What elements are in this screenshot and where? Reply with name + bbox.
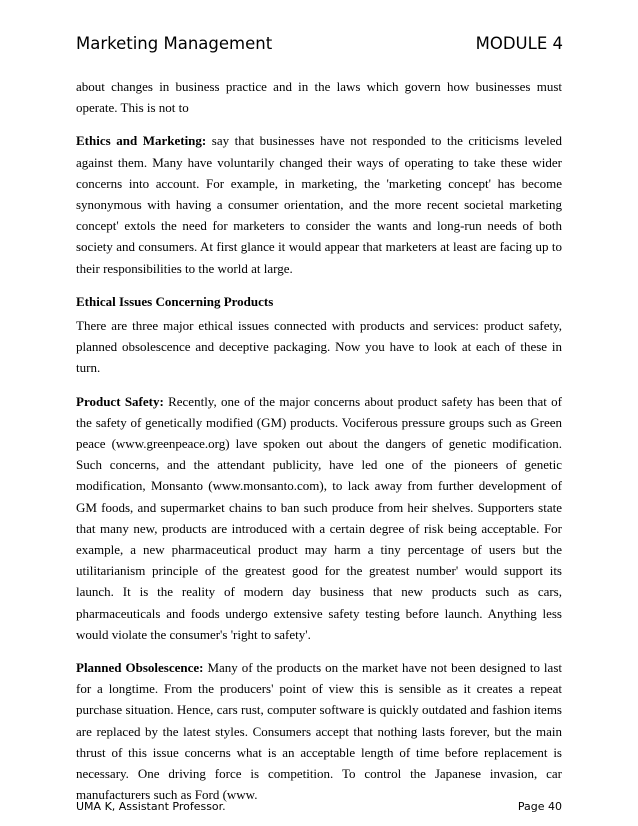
paragraph-product-safety [76, 391, 562, 645]
paragraph-ethics-marketing [76, 130, 562, 278]
paragraph-planned-obsolescence [76, 657, 562, 805]
footer-author: UMA K, Assistant Professor. [76, 800, 226, 813]
footer-page-number: Page 40 [517, 800, 562, 813]
page-body [76, 76, 562, 818]
planned-obsolescence-text: Many of the products on the market have not been designed to last for a longtime. From the producers' point of view this is sensible as it creates a repeat purchase situation. Hence, cars rust, computer software is quickly outdated and fashion items are replaced by the latest styles. Consumers accept that nothing lasts forever, but the main thrust of this issue concerns what is an acceptable length of time before replacement is necessary. One driving force is competition. To control the Japanese invasion, car manufacturers such as Ford (www. [76, 660, 562, 803]
paragraph-intro: about changes in business practice and in the laws which govern how businesses must operate. This is not to [76, 79, 562, 116]
header-title: Marketing Management [76, 34, 273, 53]
ethics-marketing-label: Ethics and Marketing: [76, 133, 207, 149]
ethics-marketing-text: say that businesses have not responded to the criticisms leveled against them. Many have voluntarily changed their ways of operating to take these wider concerns into account. For example, in marketing, the 'marketing concept' has become synonymous with having a consumer orientation, and the more recent societal marketing concept' extols the need for marketers to consider the wants and long-run needs of both society and consumers. At first glance it would appear that marketers at least are facing up to their responsibilities to the world at large. [76, 133, 562, 276]
section-heading-ethical-issues: Ethical Issues Concerning Products [76, 293, 274, 309]
planned-obsolescence-label: Planned Obsolescence: [76, 660, 204, 676]
header-module: MODULE 4 [475, 34, 563, 53]
page-header [76, 34, 563, 58]
product-safety-text: Recently, one of the major concerns about product safety has been that of the safety of genetically modified (GM) products. Vociferous pressure groups such as Green peace (www.greenpeace.org) lave spoken out about the dangers of genetic modification. Such concerns, and the attendant publicity, have led one of the pioneers of genetic modification, Monsanto (www.monsanto.com), to lack away from further development of GM foods, and supermarket chains to ban such produce from heir shelves. Supporters state that many new, products are introduced with a certain degree of risk being acceptable. For example, a new pharmaceutical product may harm a tiny percentage of users but the utilitarianism principle of the greatest good for the greatest number' would support its launch. It is the reality of modern day business that new products such as cars, pharmaceuticals and foods undergo extensive safety testing before launch. Anything less would violate the consumer's 'right to safety'. [76, 393, 562, 642]
page-footer [76, 800, 562, 818]
product-safety-label: Product Safety: [76, 393, 164, 409]
paragraph-three-issues: There are three major ethical issues connected with products and services: product safety, planned obsolescence and deceptive packaging. Now you have to look at each of these in turn. [76, 318, 562, 376]
